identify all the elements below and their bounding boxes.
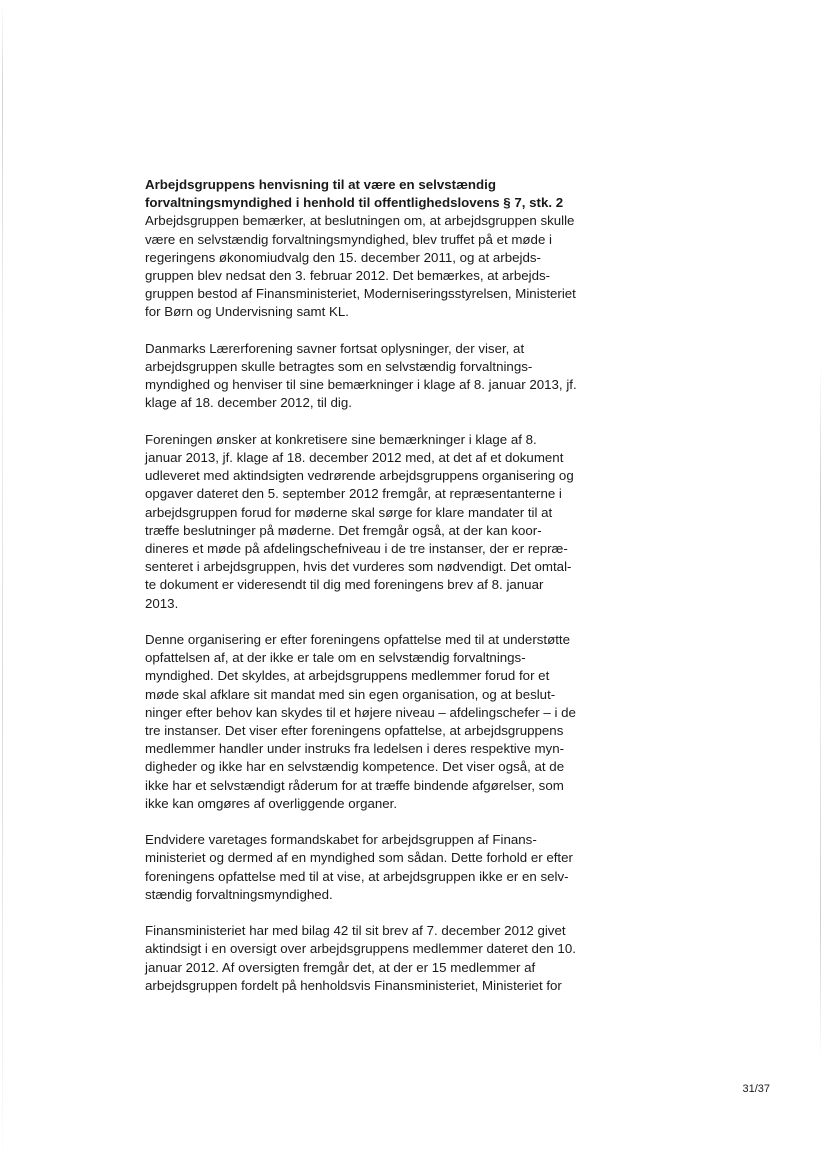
text-line: Danmarks Lærerforening savner fortsat oplysninger, der viser, at bbox=[145, 340, 525, 356]
text-line: myndighed. Det skyldes, at arbejdsgruppens medlemmer forud for et bbox=[145, 668, 550, 684]
text-line: ninger efter behov kan skydes til et højere niveau – afdelingschefer – i de bbox=[145, 704, 576, 720]
text-line: aktindsigt i en oversigt over arbejdsgruppens medlemmer dateret den 10. bbox=[145, 941, 576, 957]
text-line: tre instanser. Det viser efter foreningens opfattelse, at arbejdsgruppens bbox=[145, 723, 564, 739]
text-line: være en selvstændig forvaltningsmyndighed, blev truffet på et møde i bbox=[145, 231, 552, 247]
text-line: gruppen blev nedsat den 3. februar 2012. Det bemærkes, at arbejds- bbox=[145, 268, 551, 284]
text-line: Arbejdsgruppen bemærker, at beslutningen om, at arbejdsgruppen skulle bbox=[145, 213, 575, 229]
heading-line: forvaltningsmyndighed i henhold til offentlighedslovens § 7, stk. 2 bbox=[145, 195, 564, 211]
text-line: arbejdsgruppen fordelt på henholdsvis Finansministeriet, Ministeriet for bbox=[145, 977, 562, 993]
heading-line: Arbejdsgruppens henvisning til at være en selvstændig bbox=[145, 177, 496, 192]
text-line: Denne organisering er efter foreningens opfattelse med til at understøtte bbox=[145, 632, 571, 648]
text-line: opfattelsen af, at der ikke er tale om en selvstændig forvaltnings- bbox=[145, 650, 526, 666]
text-line: myndighed og henviser til sine bemærkninger i klage af 8. januar 2013, jf. bbox=[145, 377, 577, 393]
text-line: medlemmer handler under instruks fra ledelsen i deres respektive myn- bbox=[145, 741, 565, 757]
text-line: udleveret med aktindsigten vedrørende arbejdsgruppens organisering og bbox=[145, 468, 574, 484]
text-line: træffe beslutninger på møderne. Det fremgår også, at der kan koor- bbox=[145, 522, 542, 538]
page-number: 31/37 bbox=[742, 1083, 770, 1095]
text-line: for Børn og Undervisning samt KL. bbox=[145, 304, 349, 320]
text-line: arbejdsgruppen skulle betragtes som en selvstændig forvaltnings- bbox=[145, 359, 533, 375]
paragraph-1 bbox=[145, 212, 705, 321]
text-line: foreningens opfattelse med til at vise, at arbejdsgruppen ikke er en selv- bbox=[145, 868, 569, 884]
text-line: senteret i arbejdsgruppen, hvis det vurderes som nødvendigt. Det omtal- bbox=[145, 559, 572, 575]
text-line: møde skal afklare sit mandat med sin egen organisation, og at beslut- bbox=[145, 686, 556, 702]
text-line: opgaver dateret den 5. september 2012 fremgår, at repræsentanterne i bbox=[145, 486, 562, 502]
paragraph-6 bbox=[145, 922, 705, 995]
text-line: regeringens økonomiudvalg den 15. december 2011, og at arbejds- bbox=[145, 249, 541, 265]
text-line: ikke kan omgøres af overliggende organer. bbox=[145, 795, 398, 811]
text-line: januar 2013, jf. klage af 18. december 2012 med, at det af et dokument bbox=[145, 450, 564, 466]
text-line: 2013. bbox=[145, 595, 179, 611]
scan-edge-left bbox=[2, 0, 3, 1168]
text-line: januar 2012. Af oversigten fremgår det, at der er 15 medlemmer af bbox=[145, 959, 536, 975]
text-line: Finansministeriet har med bilag 42 til sit brev af 7. december 2012 givet bbox=[145, 923, 566, 939]
text-line: ikke har et selvstændigt råderum for at træffe bindende afgørelser, som bbox=[145, 777, 564, 793]
text-line: digheder og ikke har en selvstændig kompetence. Det viser også, at de bbox=[145, 759, 565, 775]
text-line: gruppen bestod af Finansministeriet, Moderniseringsstyrelsen, Ministeriet bbox=[145, 286, 576, 302]
scan-edge-right bbox=[820, 360, 821, 1060]
text-line: Endvidere varetages formandskabet for arbejdsgruppen af Finans- bbox=[145, 832, 537, 848]
text-line: klage af 18. december 2012, til dig. bbox=[145, 395, 352, 411]
text-line: stændig forvaltningsmyndighed. bbox=[145, 886, 333, 902]
text-line: te dokument er videresendt til dig med foreningens brev af 8. januar bbox=[145, 577, 544, 593]
paragraph-3 bbox=[145, 431, 705, 613]
text-line: Foreningen ønsker at konkretisere sine bemærkninger i klage af 8. bbox=[145, 431, 537, 447]
text-line: ministeriet og dermed af en myndighed som sådan. Dette forhold er efter bbox=[145, 850, 573, 866]
text-line: arbejdsgruppen forud for møderne skal sørge for klare mandater til at bbox=[145, 504, 553, 520]
paragraph-4 bbox=[145, 631, 705, 813]
section-heading bbox=[145, 176, 705, 212]
paragraph-2 bbox=[145, 340, 705, 413]
text-line: dineres et møde på afdelingschefniveau i de tre instanser, der er repræ- bbox=[145, 541, 568, 557]
document-body bbox=[145, 176, 705, 1013]
paragraph-5 bbox=[145, 831, 705, 904]
